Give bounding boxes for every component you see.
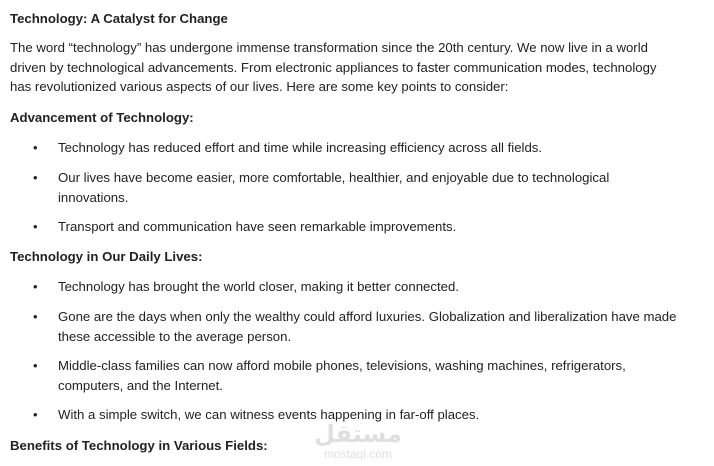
bullet-icon: • [33, 279, 38, 294]
bullet-icon: • [33, 219, 38, 234]
list-item-text: Gone are the days when only the wealthy could afford luxuries. Globalization and liberalization have made these accessible to the average person. [58, 309, 677, 344]
watermark-latin-text: mostaql.com [323, 447, 393, 461]
document-title: Technology: A Catalyst for Change [10, 11, 228, 26]
list-item-text: Middle-class families can now afford mobile phones, televisions, washing machines, refrigerators, computers, and the Internet. [58, 358, 626, 393]
section-heading-benefits: Benefits of Technology in Various Fields: [10, 438, 268, 453]
bullet-icon: • [33, 358, 38, 373]
mostaql-watermark-logo [310, 416, 406, 462]
intro-paragraph: The word “technology” has undergone immense transformation since the 20th century. We now live in a world driven by technological advancements. From electronic appliances to faster communication modes, technology has revolutionized various aspects of our lives. Here are some key points to consider: [10, 40, 657, 94]
list-item [10, 307, 683, 346]
bullet-icon: • [33, 407, 38, 422]
list-item [10, 356, 678, 395]
list-item-text: Technology has reduced effort and time while increasing efficiency across all fields. [58, 140, 543, 155]
list-item [10, 277, 459, 297]
list-item-text: With a simple switch, we can witness events happening in far-off places. [58, 407, 480, 422]
list-item-text: Our lives have become easier, more comfortable, healthier, and enjoyable due to technological innovations. [58, 170, 610, 205]
section-heading-advancement: Advancement of Technology: [10, 110, 194, 125]
list-item [10, 217, 456, 237]
bullet-icon: • [33, 309, 38, 324]
watermark-arabic-text: مستقل [314, 420, 402, 448]
bullet-icon: • [33, 140, 38, 155]
list-item-text: Technology has brought the world closer, making it better connected. [58, 279, 459, 294]
list-item-text: Transport and communication have seen remarkable improvements. [58, 219, 457, 234]
list-item [10, 168, 678, 207]
list-item [10, 405, 479, 425]
bullet-icon: • [33, 170, 38, 185]
list-item [10, 138, 542, 158]
section-heading-daily-lives: Technology in Our Daily Lives: [10, 249, 203, 264]
